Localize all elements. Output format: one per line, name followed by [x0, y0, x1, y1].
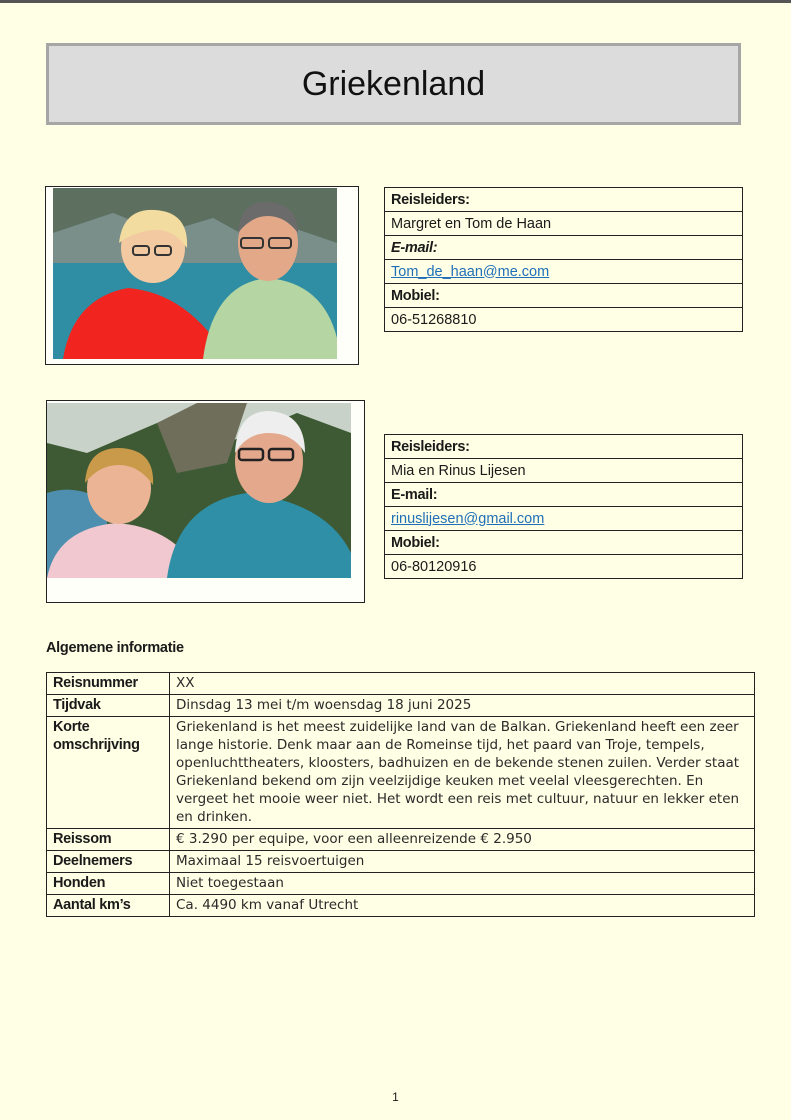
- table-row: [47, 873, 755, 895]
- photo-leaders-1: [53, 188, 337, 359]
- row-value: Griekenland is het meest zuidelijke land van de Balkan. Griekenland heeft een zeer lange historie. Denk maar aan de Romeinse tijd, het paard van Troje, tempels, openluchttheaters, kloosters, badhuizen en de bekende stenen zuilen. Verder staat Griekenland bekend om zijn veelzijdige keuken met veelal vleesgerechten. En vergeet het mooie weer niet. Het wordt een reis met cultuur, natuur en lekker eten en drinken.: [170, 717, 755, 829]
- table-row: [47, 851, 755, 873]
- general-info-table: [46, 672, 755, 917]
- page-number: 1: [392, 1090, 399, 1104]
- photo-leaders-2: [47, 403, 351, 578]
- leaders-label: Reisleiders:: [385, 188, 743, 212]
- mobile-label: Mobiel:: [385, 531, 743, 555]
- row-value: € 3.290 per equipe, voor een alleenreizende € 2.950: [170, 829, 755, 851]
- contact-table-2: [384, 434, 743, 579]
- leaders-label: Reisleiders:: [385, 435, 743, 459]
- table-row: [47, 717, 755, 829]
- general-info-heading: Algemene informatie: [46, 640, 184, 656]
- row-value: Ca. 4490 km vanaf Utrecht: [170, 895, 755, 917]
- leaders-names: Margret en Tom de Haan: [385, 212, 743, 236]
- title-box: [46, 43, 741, 125]
- row-value: Dinsdag 13 mei t/m woensdag 18 juni 2025: [170, 695, 755, 717]
- row-key: Aantal km’s: [47, 895, 170, 917]
- photo-frame-2: [46, 400, 365, 603]
- table-row: [47, 895, 755, 917]
- mobile-number: 06-51268810: [385, 308, 743, 332]
- table-row: [47, 695, 755, 717]
- table-row: [47, 673, 755, 695]
- leaders-names: Mia en Rinus Lijesen: [385, 459, 743, 483]
- email-link[interactable]: Tom_de_haan@me.com: [391, 263, 550, 280]
- row-key: Honden: [47, 873, 170, 895]
- row-value: XX: [170, 673, 755, 695]
- photo-frame-1: [45, 186, 359, 365]
- page-title: Griekenland: [301, 64, 486, 103]
- contact-table-1: [384, 187, 743, 332]
- top-border: [0, 0, 791, 3]
- row-key: Deelnemers: [47, 851, 170, 873]
- row-value: Niet toegestaan: [170, 873, 755, 895]
- email-link[interactable]: rinuslijesen@gmail.com: [391, 510, 545, 527]
- row-key: Korte omschrijving: [47, 717, 170, 829]
- email-label: E-mail:: [385, 483, 743, 507]
- mobile-label: Mobiel:: [385, 284, 743, 308]
- mobile-number: 06-80120916: [385, 555, 743, 579]
- row-key: Tijdvak: [47, 695, 170, 717]
- row-value: Maximaal 15 reisvoertuigen: [170, 851, 755, 873]
- table-row: [47, 829, 755, 851]
- email-label: E-mail:: [385, 236, 743, 260]
- row-key: Reisnummer: [47, 673, 170, 695]
- row-key: Reissom: [47, 829, 170, 851]
